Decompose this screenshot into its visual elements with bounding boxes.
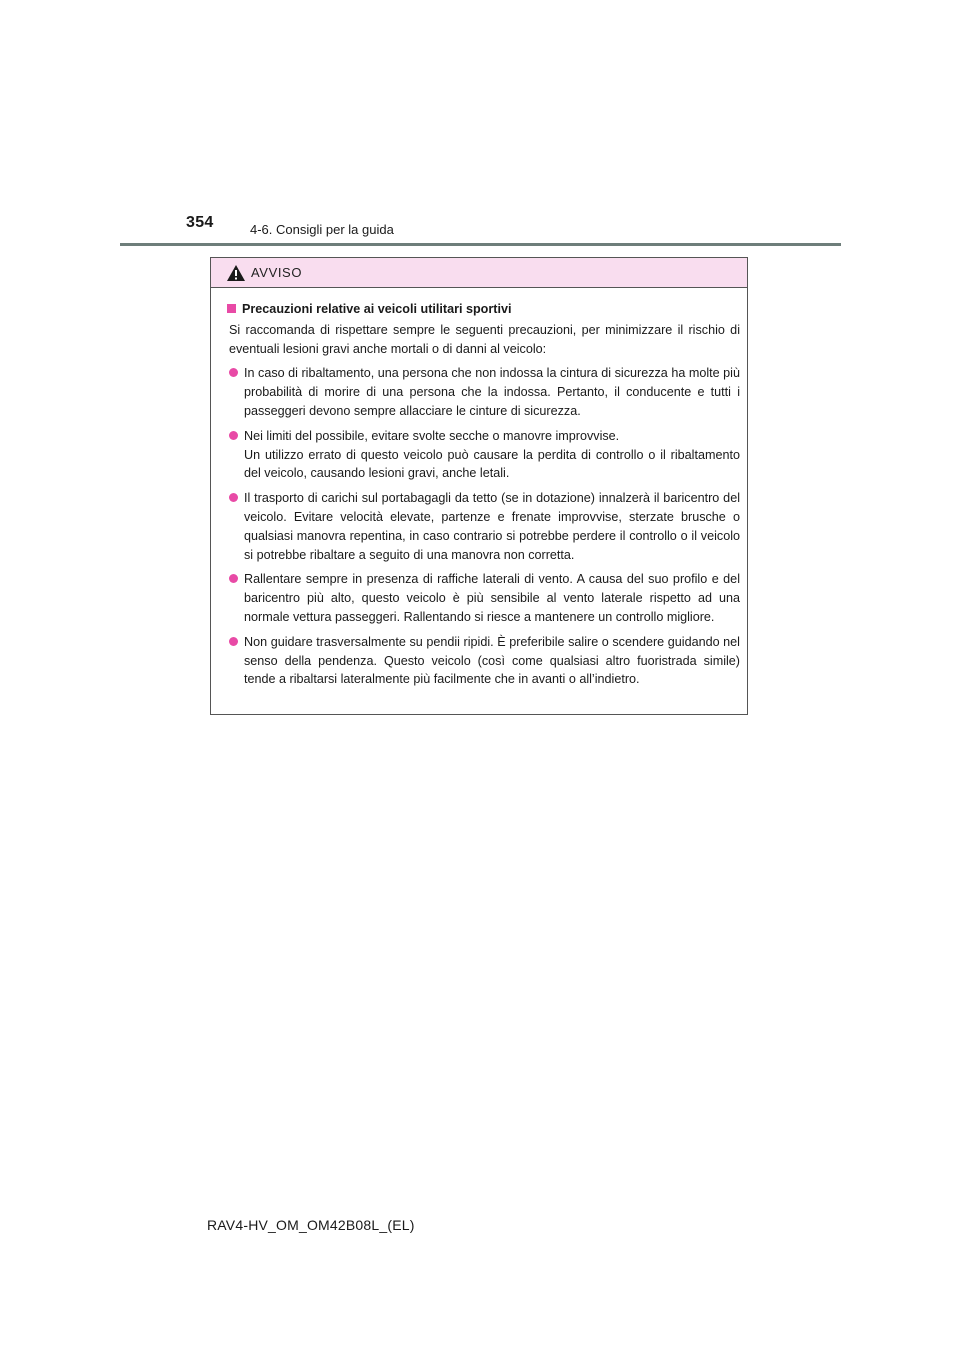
footer-document-code: RAV4-HV_OM_OM42B08L_(EL) [207,1217,415,1233]
list-item [227,364,740,420]
square-bullet-icon [227,304,236,313]
section-title: 4-6. Consigli per la guida [250,222,394,237]
list-item [227,489,740,564]
list-item-text-line2: Un utilizzo errato di questo veicolo può causare la perdita di controllo o il ribaltamento del veicolo, causando lesioni gravi, anche letali. [244,447,740,481]
warning-body [211,288,747,689]
list-item-text-line1: Nei limiti del possibile, evitare svolte secche o manovre improvvise. [244,428,620,443]
list-item-text: Non guidare trasversalmente su pendii ripidi. È preferibile salire o scendere guidando nel senso della pendenza. Questo veicolo (così come qualsiasi altro fuoristrada simile) tende a ribaltarsi lateralmente più facilmente che in avanti o all’indietro. [244,634,740,687]
bullet-dot-icon [229,493,238,502]
intro-paragraph: Si raccomanda di rispettare sempre le seguenti precauzioni, per minimizzare il rischio di eventuali lesioni gravi anche mortali o di danni al veicolo: [229,322,740,356]
bullet-dot-icon [229,637,238,646]
bullet-dot-icon [229,574,238,583]
warning-triangle-icon [226,264,246,282]
list-item-text: Il trasporto di carichi sul portabagagli da tetto (se in dotazione) innalzerà il baricentro del veicolo. Evitare velocità elevate, partenze e frenate improvvise, sterzate brusche o qualsiasi manovra repentina, in caso contrario si potrebbe perdere il controllo o il veicolo si potrebbe ribaltare a seguito di una manovra non corretta. [244,491,740,562]
warning-subheading [227,300,740,319]
list-item [227,427,740,483]
warning-header [211,258,747,288]
warning-box [210,257,748,715]
warning-title: AVVISO [251,265,303,280]
page-number: 354 [186,214,214,231]
list-item [227,570,740,626]
precaution-list [227,364,740,689]
bullet-dot-icon [229,431,238,440]
list-item-text: Rallentare sempre in presenza di raffiche laterali di vento. A causa del suo profilo e del baricentro più alto, questo veicolo è più sensibile al vento laterale rispetto ad una normale vettura passeggeri. Rallentando si riesce a mantenere un controllo migliore. [244,572,740,624]
list-item-text: In caso di ribaltamento, una persona che non indossa la cintura di sicurezza ha molte più probabilità di morire di una persona che la indossa. Pertanto, il conducente e tutti i passeggeri devono sempre allacciare le cinture di sicurezza. [244,366,740,418]
subheading-text: Precauzioni relative ai veicoli utilitari sportivi [242,302,512,316]
list-item-text [244,427,740,483]
header-rule [120,243,841,246]
list-item [227,633,740,689]
bullet-dot-icon [229,368,238,377]
